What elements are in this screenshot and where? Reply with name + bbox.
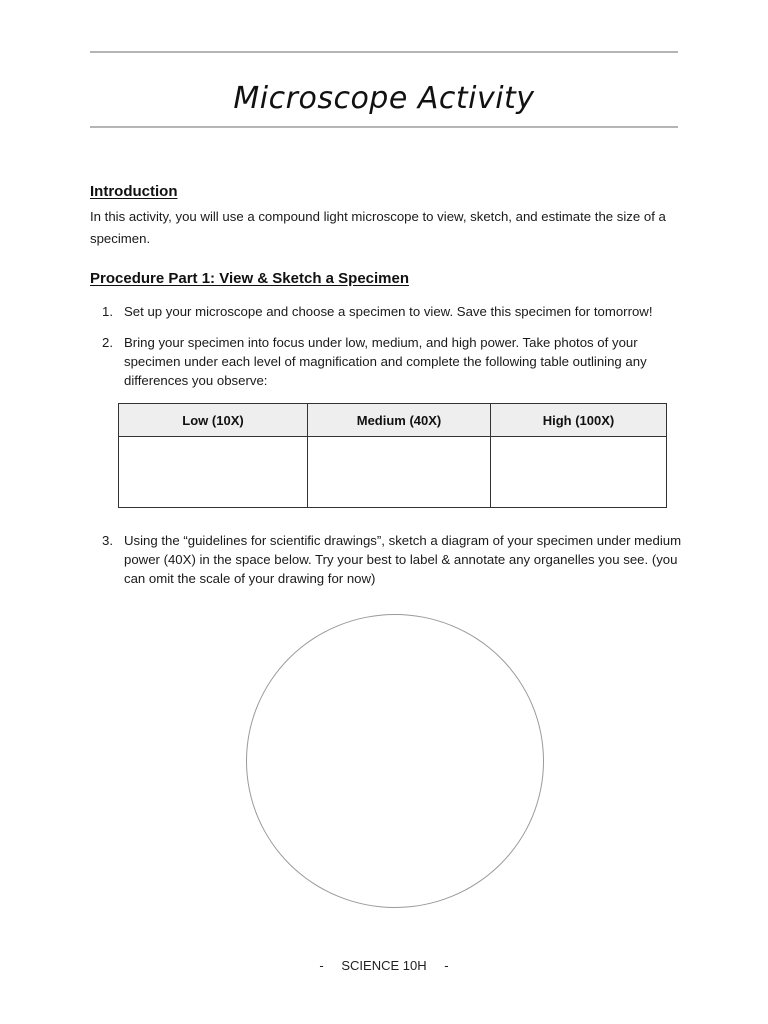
table-cell-low[interactable]: [119, 437, 308, 508]
procedure-step-2: [90, 333, 682, 390]
table-header-low: Low (10X): [119, 404, 308, 437]
table-header-high: High (100X): [491, 404, 667, 437]
step-number: 2.: [102, 335, 113, 350]
table-header-medium: Medium (40X): [308, 404, 491, 437]
page-title: Microscope Activity: [233, 81, 535, 116]
table-cell-high[interactable]: [491, 437, 667, 508]
procedure-step-3: [90, 531, 682, 588]
footer-right-dash: -: [444, 958, 449, 973]
table-row: [119, 437, 667, 508]
top-rule: [90, 51, 678, 53]
table-cell-medium[interactable]: [308, 437, 491, 508]
introduction-text: In this activity, you will use a compound light microscope to view, sketch, and estimate the size of a specimen.: [90, 209, 666, 246]
drawing-circle[interactable]: [246, 614, 544, 908]
footer-course-label: SCIENCE 10H: [341, 958, 427, 973]
step-number: 3.: [102, 533, 113, 548]
magnification-table: [118, 403, 667, 508]
title-bottom-rule: [90, 126, 678, 128]
introduction-heading: Introduction: [90, 183, 178, 200]
step-text: Bring your specimen into focus under low, medium, and high power. Take photos of your specimen under each level of magnification and complete the following table outlining any differences you observe:: [124, 335, 647, 388]
step-text: Set up your microscope and choose a specimen to view. Save this specimen for tomorrow!: [124, 304, 653, 319]
step-text: Using the “guidelines for scientific drawings”, sketch a diagram of your specimen under medium power (40X) in the space below. Try your best to label & annotate any organelles you see. (you can omit the scale of your drawing for now): [124, 533, 682, 586]
footer-left-dash: -: [319, 958, 324, 973]
procedure-step-1: [90, 302, 682, 321]
table-header-row: [119, 404, 667, 437]
step-number: 1.: [102, 304, 113, 319]
procedure-heading: Procedure Part 1: View & Sketch a Specimen: [90, 270, 410, 287]
page-footer: [0, 958, 768, 973]
